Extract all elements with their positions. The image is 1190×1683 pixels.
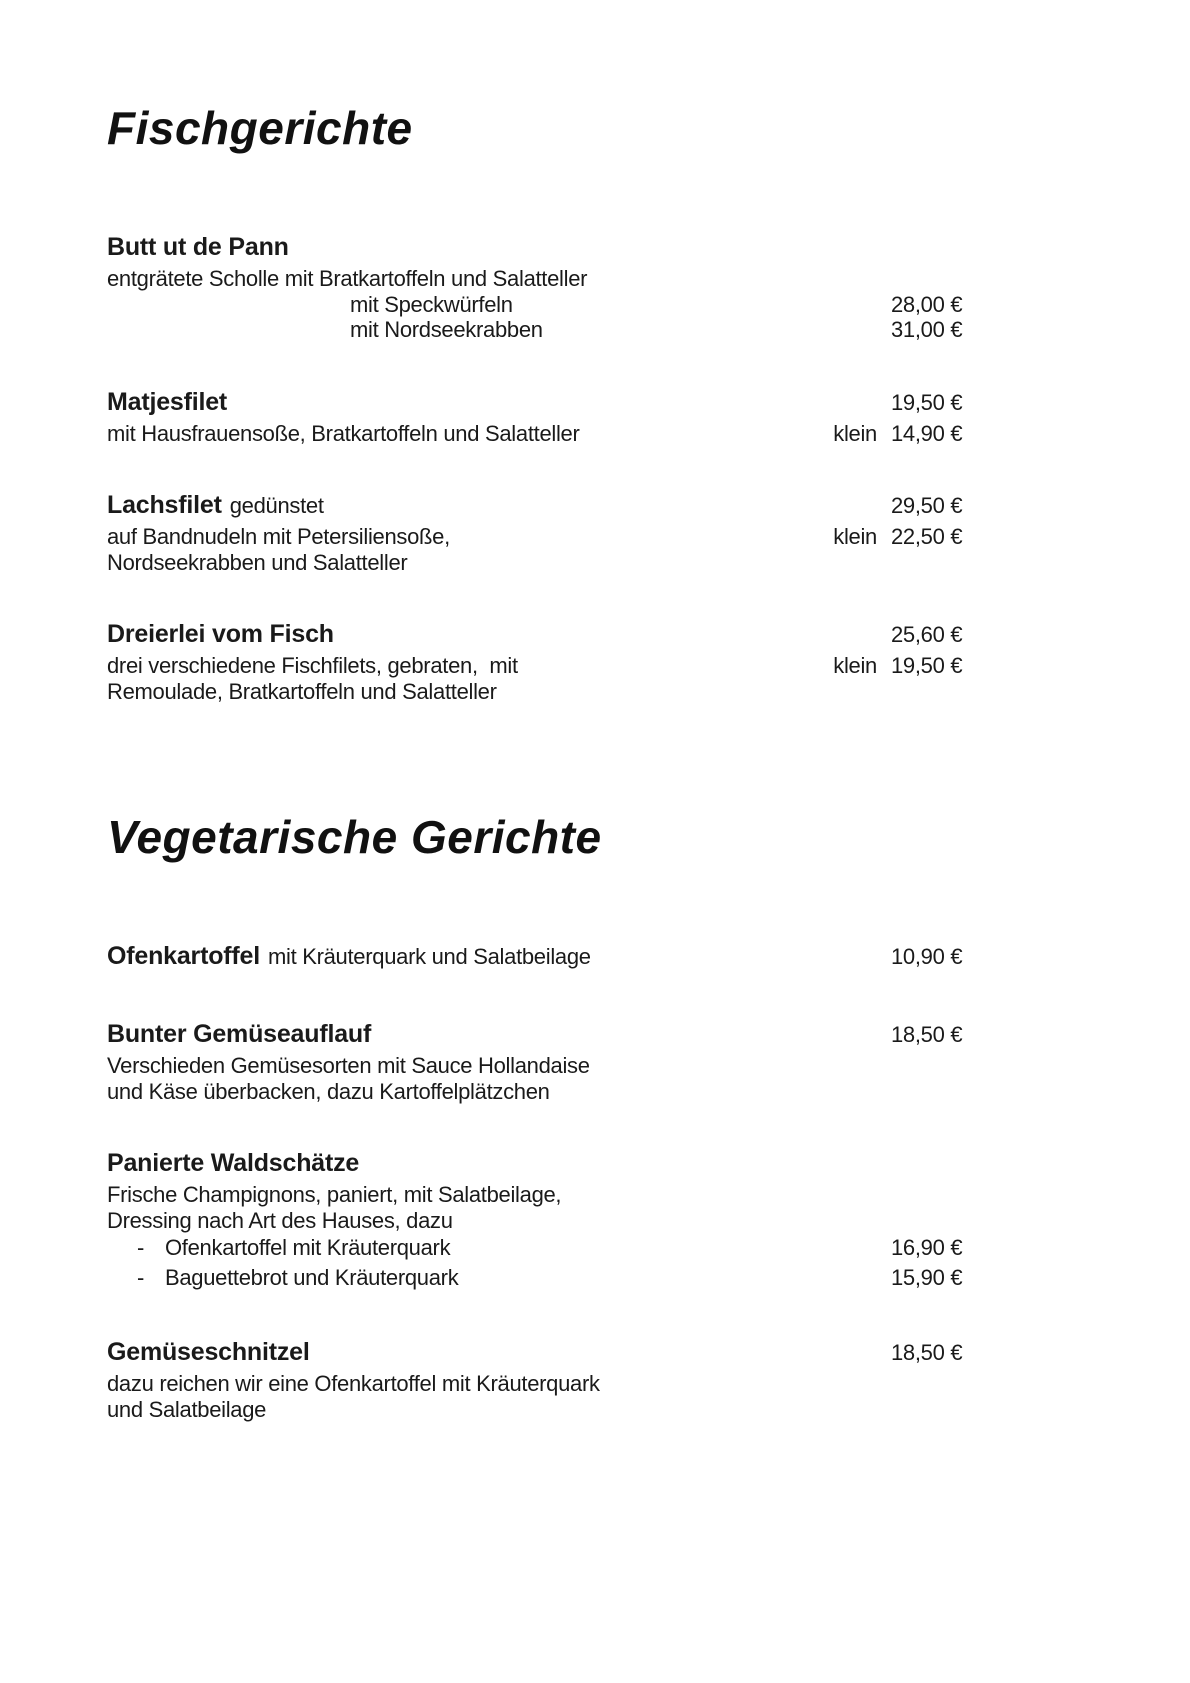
item-desc: Nordseekrabben und Salatteller: [107, 549, 408, 575]
menu-item-lachsfilet: [107, 490, 965, 575]
klein-label: klein: [833, 653, 877, 678]
price: 29,50 €: [891, 493, 963, 518]
price: 31,00 €: [891, 317, 963, 342]
item-name-row: [107, 941, 965, 975]
item-desc: entgrätete Scholle mit Bratkartoffeln und Salatteller: [107, 266, 588, 291]
item-name: Butt ut de Pann: [107, 233, 289, 261]
item-name-row: [107, 1019, 965, 1053]
item-option-row: [107, 1263, 965, 1293]
klein-price: 14,90 €: [891, 420, 963, 446]
item-desc-row: [107, 266, 965, 292]
item-desc: und Käse überbacken, dazu Kartoffelplätzchen: [107, 1078, 550, 1104]
item-desc: auf Bandnudeln mit Petersiliensoße,: [107, 524, 450, 549]
section-title-vegetarische-gerichte: Vegetarische Gerichte: [107, 811, 602, 863]
item-desc: Remoulade, Bratkartoffeln und Salatteller: [107, 678, 497, 704]
item-name-suffix: gedünstet: [229, 493, 324, 518]
item-desc-row: [107, 1053, 965, 1079]
menu-item-panierte-waldschaetze: [107, 1148, 965, 1293]
item-desc-row: [107, 679, 965, 705]
klein-label: klein: [833, 420, 877, 446]
item-name: Lachsfilet: [107, 491, 222, 519]
price: 15,90 €: [891, 1265, 963, 1290]
bullet-dash: -: [137, 1235, 145, 1260]
price: 16,90 €: [891, 1235, 963, 1260]
item-desc-row: [107, 524, 965, 550]
item-desc-row: [107, 1397, 965, 1423]
item-desc-row: [107, 421, 965, 447]
section-vegetarische-gerichte: [107, 809, 965, 1422]
item-desc-row: [107, 1182, 965, 1208]
item-option-row: [107, 317, 965, 343]
klein-price: 22,50 €: [891, 524, 963, 549]
item-desc: dazu reichen wir eine Ofenkartoffel mit Kräuterquark: [107, 1371, 600, 1396]
item-desc-row: [107, 550, 965, 576]
item-option-row: [107, 292, 965, 318]
item-desc-row: [107, 1208, 965, 1234]
menu-item-butt-ut-de-pann: [107, 232, 965, 343]
menu-item-gemueseschnitzel: [107, 1337, 965, 1422]
item-desc-row: [107, 1371, 965, 1397]
item-desc: Dressing nach Art des Hauses, dazu: [107, 1207, 453, 1233]
item-desc: drei verschiedene Fischfilets, gebraten, mit: [107, 653, 518, 678]
item-name-row: [107, 619, 965, 653]
section-fischgerichte: [107, 100, 965, 704]
item-name-row: [107, 1148, 965, 1182]
menu-item-bunter-gemueseauflauf: [107, 1019, 965, 1104]
item-name: Bunter Gemüseauflauf: [107, 1020, 372, 1048]
item-name: Gemüseschnitzel: [107, 1338, 310, 1366]
price: 18,50 €: [891, 1022, 963, 1047]
option-text: Baguettebrot und Kräuterquark: [165, 1265, 459, 1290]
price: 18,50 €: [891, 1340, 963, 1365]
item-name-row: [107, 232, 965, 266]
menu-item-dreierlei-vom-fisch: [107, 619, 965, 704]
item-name-suffix: mit Kräuterquark und Salatbeilage: [267, 944, 591, 969]
price: 10,90 €: [891, 944, 963, 969]
bullet-dash: -: [137, 1265, 145, 1290]
item-desc: Frische Champignons, paniert, mit Salatbeilage,: [107, 1182, 562, 1207]
item-desc: Verschieden Gemüsesorten mit Sauce Hollandaise: [107, 1053, 590, 1078]
item-name: Matjesfilet: [107, 387, 228, 416]
section-title-fischgerichte: Fischgerichte: [107, 102, 413, 154]
menu-item-matjesfilet: [107, 387, 965, 447]
item-option-row: [107, 1233, 965, 1263]
price: 25,60 €: [891, 622, 963, 647]
klein-price: 19,50 €: [891, 653, 963, 678]
klein-label: klein: [833, 524, 877, 549]
menu-item-ofenkartoffel: [107, 941, 965, 975]
item-name: Dreierlei vom Fisch: [107, 620, 334, 648]
item-desc-row: [107, 1079, 965, 1105]
item-name-row: [107, 387, 965, 421]
price: 28,00 €: [891, 291, 963, 317]
item-name: Ofenkartoffel: [107, 942, 260, 970]
item-desc-row: [107, 653, 965, 679]
price: 19,50 €: [891, 389, 963, 415]
item-name-row: [107, 490, 965, 524]
option-text: mit Nordseekrabben: [350, 317, 543, 342]
item-name-row: [107, 1337, 965, 1371]
option-text: Ofenkartoffel mit Kräuterquark: [165, 1235, 451, 1260]
item-name: Panierte Waldschätze: [107, 1149, 360, 1177]
item-desc: mit Hausfrauensoße, Bratkartoffeln und Salatteller: [107, 420, 580, 446]
option-text: mit Speckwürfeln: [350, 291, 513, 317]
item-desc: und Salatbeilage: [107, 1396, 267, 1422]
